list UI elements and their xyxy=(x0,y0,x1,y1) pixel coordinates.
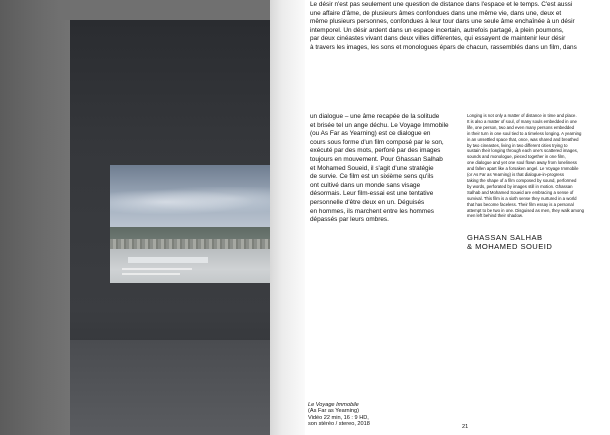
text-line: à travers les images, les sons et monologues épars de chacun, rassemblés dans un film, dans xyxy=(310,43,577,51)
text-line: sounds and monologue, pieced together in one film, xyxy=(467,154,566,160)
caption-specs: Vidéo 22 min, 16 : 9 HD, xyxy=(308,414,369,421)
left-wall xyxy=(0,0,70,435)
text-line: et Mohamed Soueid, il s'agit d'une stratégie xyxy=(310,164,434,172)
text-line: It is also a matter of soul, of many souls embedded in one xyxy=(467,118,577,124)
text-line: désormais. Leur film-essai est une tentative xyxy=(310,190,434,198)
text-line: dépassés par leurs ombres. xyxy=(310,216,389,224)
intro-paragraph-fr xyxy=(310,1,602,53)
text-line: de survie. Ce film est un sixième sens qu'ils xyxy=(310,173,434,181)
text-line: taking the shape of a film composed by sound, performed xyxy=(467,177,577,183)
text-line: toujours en mouvement. Pour Ghassan Salhab xyxy=(310,155,443,163)
text-line: (ou As Far as Yearning) est ce dialogue en xyxy=(310,130,431,138)
room-floor xyxy=(70,340,270,435)
image-caption xyxy=(308,402,458,428)
text-line: une affaire d'âme, de plusieurs âmes confondues dans une même vie, dans une, deux et xyxy=(310,9,562,17)
artist-name: GHASSAN SALHAB xyxy=(467,233,543,242)
text-line: by words, perforated by images still in motion. Ghassan xyxy=(467,183,573,189)
door-lintel xyxy=(60,0,275,20)
text-line: cours sous forme d'un film composé par le son, xyxy=(310,138,444,146)
text-line: by two cineastes, living in two different cities trying to xyxy=(467,142,568,148)
column-fr xyxy=(310,113,460,225)
text-line: Longing is not only a matter of distance in time and place. xyxy=(467,113,577,118)
text-line: attempt to be two in one. Disguised as men, they walk among xyxy=(467,207,585,213)
text-line: in their turn in one soul tied to a timeless longing. A yearning xyxy=(467,130,582,136)
projected-subtitle-line xyxy=(122,273,180,275)
door-jamb xyxy=(270,0,305,435)
text-line: in an unsettled space that, once, was shared and breathed xyxy=(467,136,579,142)
text-line: par deux cinéastes vivant dans deux villes différentes, qui essayent de maintenir leur désir xyxy=(310,35,566,43)
text-line: intemporel. Un désir ardent dans un espace incertain, autrefois partagé, à plein poumons, xyxy=(310,26,564,34)
text-line: un dialogue – une âme recapée de la solitude xyxy=(310,113,440,120)
text-line: sustain their longing through each one's scattered images, xyxy=(467,148,578,154)
caption-sound: son stéréo / stereo, 2018 xyxy=(308,421,370,428)
column-en xyxy=(467,113,607,219)
caption-subtitle: (As Far as Yearning) xyxy=(308,408,359,415)
projected-cityscape xyxy=(110,239,270,249)
projected-subtitle-line xyxy=(122,268,192,270)
text-line: survival. This film is a sixth sense they nurtured in a world xyxy=(467,195,577,201)
text-line: et brisée tel un ange déchu. Le Voyage Immobile xyxy=(310,121,449,129)
projected-airfield xyxy=(110,249,270,283)
text-line: life, one person, two and even many persons embedded xyxy=(467,124,575,130)
page-number: 21 xyxy=(462,424,469,430)
text-line: Le désir n'est pas seulement une question de distance dans l'espace et le temps. C'est aussi xyxy=(310,1,573,8)
projected-tarmac xyxy=(128,257,208,263)
text-line: men left behind their shadow. xyxy=(467,213,523,219)
text-line: exécuté par des mots, perforé par des images xyxy=(310,147,441,155)
projection-screen xyxy=(110,165,270,283)
text-line: même plusieurs personnes, confondues à leur tour dans une seule âme enchaînée à un désir xyxy=(310,18,575,26)
text-line: ont cultivé dans un monde sans visage xyxy=(310,181,421,189)
text-line: that has become faceless. Their film essay is a personal xyxy=(467,201,574,207)
text-line: (or As Far as Yearning) is that dialogue-in-progress xyxy=(467,172,564,178)
text-line: Salhab and Mohamed Soueid are embracing a sense of xyxy=(467,189,574,195)
text-line: en hommes, ils marchent entre les hommes xyxy=(310,207,434,215)
artist-names xyxy=(467,233,552,252)
caption-title: Le Voyage Immobile xyxy=(308,402,359,408)
text-line: and fallen apart like a forsaken angel. Le Voyage Immobile xyxy=(467,166,579,172)
text-line: one dialogue and yet one soul flown away from loneliness xyxy=(467,160,577,166)
text-line: personnelle d'être deux en un. Déguisés xyxy=(310,198,425,206)
artist-name: & MOHAMED SOUEID xyxy=(467,242,553,252)
projected-clouds xyxy=(110,187,270,217)
